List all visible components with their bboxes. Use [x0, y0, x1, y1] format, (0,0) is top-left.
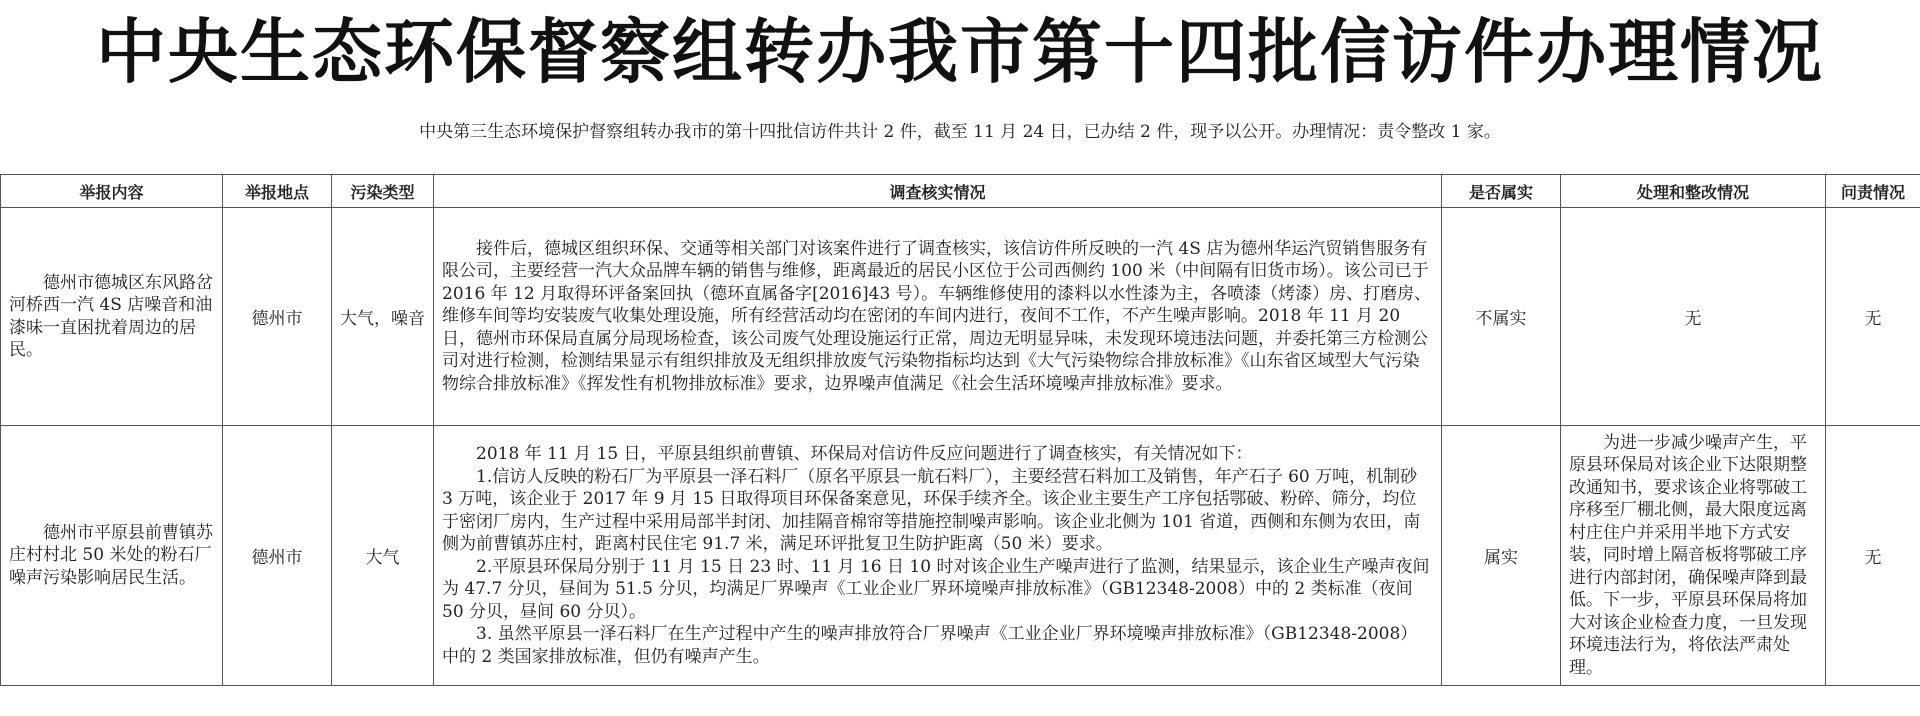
- rectification-detail: [1561, 426, 1826, 686]
- investigation-detail: [434, 208, 1442, 426]
- verified-status: 不属实: [1442, 208, 1561, 426]
- investigation-detail: [434, 426, 1442, 686]
- rectification-detail: [1561, 208, 1826, 426]
- header-investigation: 调查核实情况: [434, 175, 1442, 208]
- verified-status: 属实: [1442, 426, 1561, 686]
- report-content: 德州市德城区东风路岔河桥西一汽 4S 店噪音和油漆味一直困扰着周边的居民。: [1, 208, 223, 426]
- header-content: 举报内容: [1, 175, 223, 208]
- detail-paragraph: 2018 年 11 月 15 日，平原县组织前曹镇、环保局对信访件反应问题进行了调查核实，有关情况如下：: [476, 444, 1253, 464]
- table-header-row: [1, 175, 1920, 208]
- complaint-table: [0, 174, 1920, 686]
- detail-paragraph: 2.平原县环保局分别于 11 月 15 日 23 时、11 月 16 日 10 时对该企业生产噪声进行了监测，结果显示，该企业生产噪声夜间为 47.7 分贝，昼间为 51.5 分贝，均满足厂界噪声《工业企业厂界环境噪声排放标准》（GB12348-2008）中的 2 类标准（夜间 50 分贝，昼间 60 分贝）。: [442, 556, 1430, 622]
- header-rectification: 处理和整改情况: [1561, 175, 1826, 208]
- report-location: 德州市: [223, 208, 332, 426]
- table-row: [1, 208, 1920, 426]
- document-summary: 中央第三生态环境保护督察组转办我市的第十四批信访件共计 2 件，截至 11 月 24 日，已办结 2 件，现予以公开。办理情况：责令整改 1 家。: [419, 122, 1501, 142]
- header-pollution-type: 污染类型: [332, 175, 434, 208]
- accountability-status: 无: [1826, 426, 1920, 686]
- report-content: 德州市平原县前曹镇苏庄村村北 50 米处的粉石厂噪声污染影响居民生活。: [1, 426, 223, 686]
- detail-paragraph: 接件后，德城区组织环保、交通等相关部门对该案件进行了调查核实，该信访件所反映的一汽 4S 店为德州华运汽贸销售服务有限公司，主要经营一汽大众品牌车辆的销售与维修，距离最近的居民小区位于公司西侧约 100 米（中间隔有旧货市场）。该公司已于 2016 年 12 月取得环评备案回执（德环直属备字[2016]43 号）。车辆维修使用的漆料以水性漆为主，各喷漆（烤漆）房、打磨房、维修车间等均安装废气收集处理设施，所有经营活动均在密闭的车间内进行，夜间不工作，不产生噪声影响。2018 年 11 月 20 日，德州市环保局直属分局现场检查，该公司废气处理设施运行正常，周边无明显异味，未发现环境违法问题，并委托第三方检测公司对进行检测，检测结果显示有组织排放及无组织排放废气污染物指标均达到《大气污染物综合排放标准》《山东省区域型大气污染物综合排放标准》《挥发性有机物排放标准》要求，边界噪声值满足《社会生活环境噪声排放标准》要求。: [442, 238, 1432, 394]
- table-row: [1, 426, 1920, 686]
- accountability-status: 无: [1826, 208, 1920, 426]
- pollution-type: 大气，噪音: [332, 208, 434, 426]
- report-location: 德州市: [223, 426, 332, 686]
- header-location: 举报地点: [223, 175, 332, 208]
- detail-paragraph: 1.信访人反映的粉石厂为平原县一泽石料厂（原名平原县一航石料厂），主要经营石料加工及销售，年产石子 60 万吨，机制砂 3 万吨，该企业于 2017 年 9 月 15 日取得项目环保备案意见，环保手续齐全。该企业主要生产工序包括鄂破、粉碎、筛分，均位于密闭厂房内，生产过程中采用局部半封闭、加挂隔音棉帘等措施控制噪声影响。该企业北侧为 101 省道，西侧和东侧为农田，南侧为前曹镇苏庄村，距离村民住宅 91.7 米，满足环评批复卫生防护距离（50 米）要求。: [442, 466, 1421, 554]
- document-title: 中央生态环保督察组转办我市第十四批信访件办理情况: [96, 11, 1824, 93]
- rectification-text: 为进一步减少噪声产生，平原县环保局对该企业下达限期整改通知书，要求该企业将鄂破工序移至厂棚北侧，最大限度远离村庄住户并采用半地下方式安装，同时增上隔音板将鄂破工序进行内部封闭，确保噪声降到最低。下一步，平原县环保局将加大对该企业检查力度，一旦发现环境违法行为，将依法严肃处理。: [1569, 432, 1807, 678]
- detail-paragraph: 3. 虽然平原县一泽石料厂在生产过程中产生的噪声排放符合厂界噪声《工业企业厂界环境噪声排放标准》（GB12348-2008）中的 2 类国家排放标准，但仍有噪声产生。: [442, 624, 1418, 667]
- rectification-text: 无: [1684, 309, 1702, 329]
- pollution-type: 大气: [332, 426, 434, 686]
- header-verified: 是否属实: [1442, 175, 1561, 208]
- header-accountability: 问责情况: [1826, 175, 1920, 208]
